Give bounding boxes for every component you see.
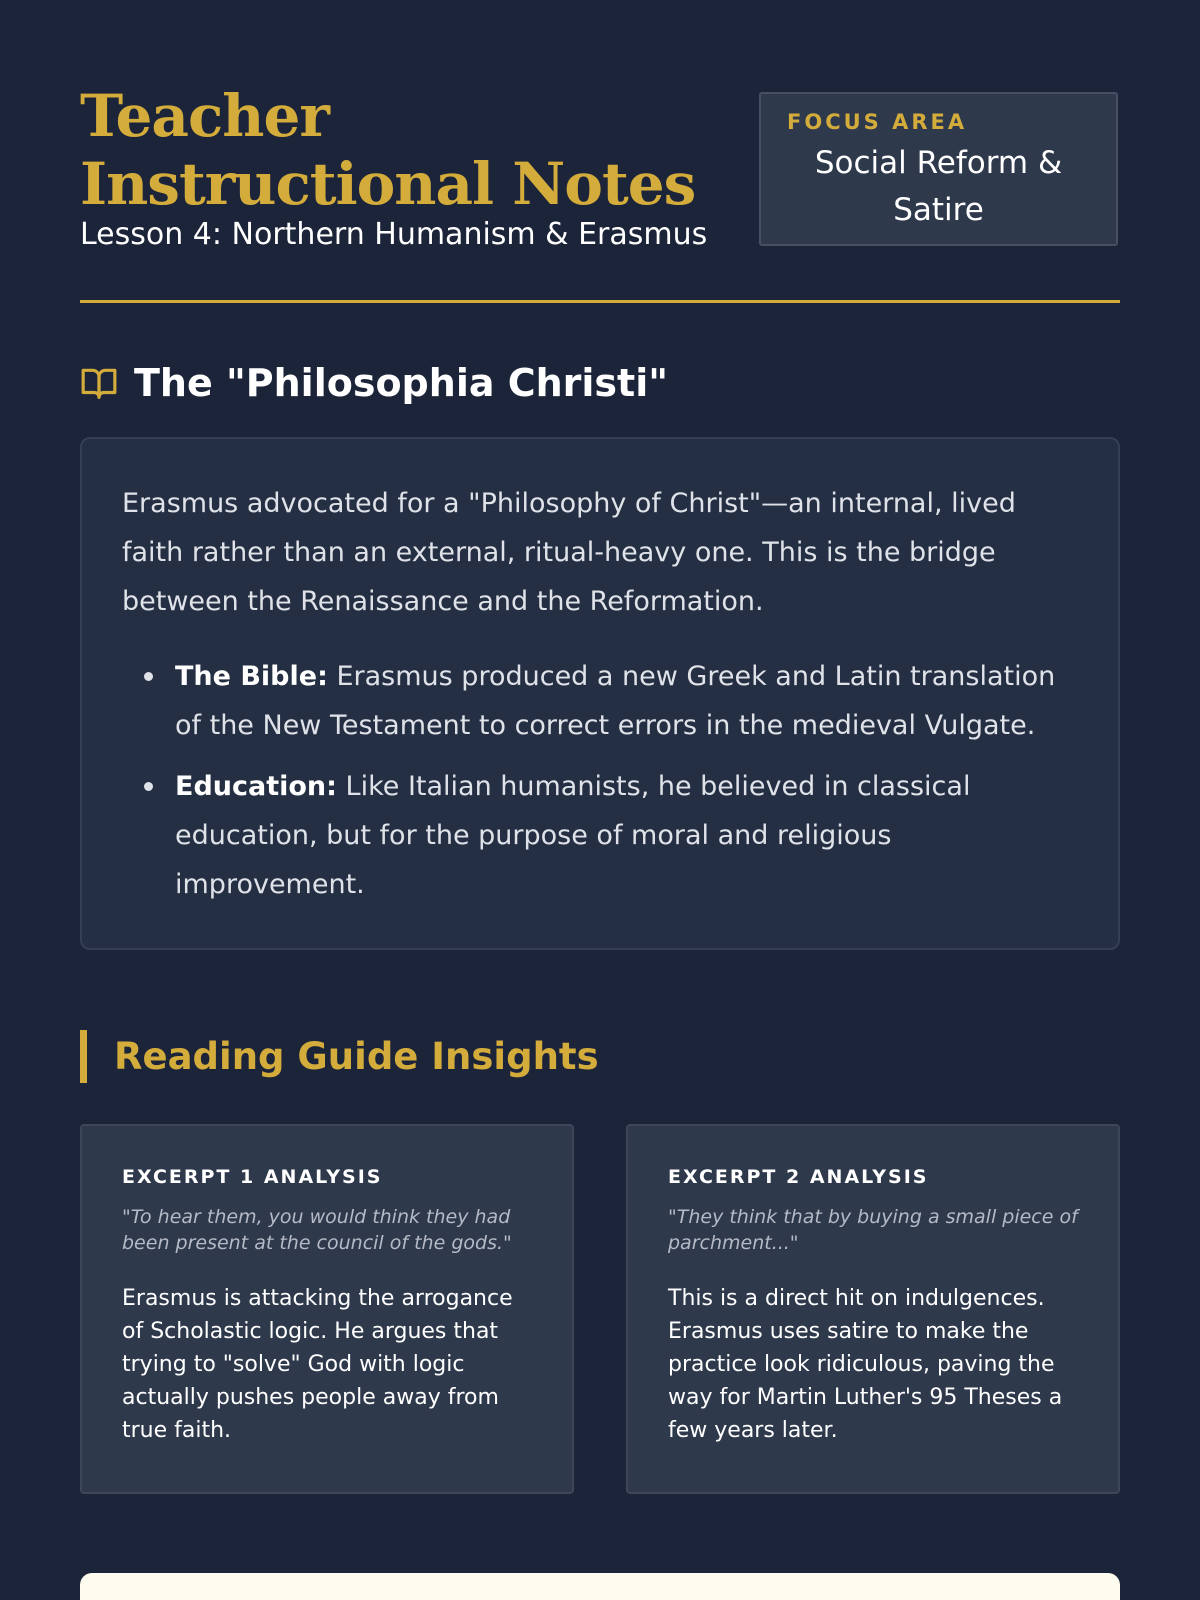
philosophia-section-heading: [80, 358, 668, 408]
focus-area-box: [759, 92, 1118, 246]
bullet-term: Education:: [175, 771, 337, 802]
reading-guide-heading: [80, 1030, 599, 1083]
book-icon: [80, 364, 118, 402]
bullet-text: Erasmus produced a new Greek and Latin translation of the New Testament to correct errors in the medieval Vulgate.: [175, 661, 1056, 741]
list-item: [175, 652, 1080, 750]
excerpt-2-label: EXCERPT 2 ANALYSIS: [668, 1166, 929, 1188]
excerpt-1-card: [80, 1124, 574, 1494]
heading-accent-bar: [80, 1030, 87, 1083]
focus-area-value: Social Reform & Satire: [814, 145, 1063, 228]
bottom-panel: [80, 1573, 1120, 1600]
philosophia-section-title: The "Philosophia Christi": [134, 361, 669, 405]
page-subtitle: Lesson 4: Northern Humanism & Erasmus: [80, 217, 708, 252]
philosophia-content-box: [80, 437, 1120, 950]
page-header: [80, 82, 1120, 252]
bullet-text: Like Italian humanists, he believed in classical education, but for the purpose of moral and religious improvement.: [175, 771, 971, 900]
bullet-term: The Bible:: [175, 661, 328, 692]
excerpt-1-label: EXCERPT 1 ANALYSIS: [122, 1166, 383, 1188]
excerpt-2-quote: "They think that by buying a small piece of parchment...": [668, 1206, 1078, 1254]
focus-area-label: FOCUS AREA: [787, 110, 968, 134]
philosophia-intro: Erasmus advocated for a "Philosophy of Christ"—an internal, lived faith rather than an external, ritual-heavy one. This is the bridge between the Renaissance and the Reformation.: [122, 488, 1016, 617]
list-item: [175, 762, 1080, 909]
excerpt-1-analysis: Erasmus is attacking the arrogance of Scholastic logic. He argues that trying to "solve" God with logic actually pushes people away from true faith.: [122, 1286, 513, 1443]
excerpt-1-quote: "To hear them, you would think they had been present at the council of the gods.": [122, 1206, 512, 1254]
excerpt-2-analysis: This is a direct hit on indulgences. Erasmus uses satire to make the practice look ridiculous, paving the way for Martin Luther's 95 Theses a few years later.: [668, 1286, 1063, 1443]
excerpt-2-card: [626, 1124, 1120, 1494]
header-divider: [80, 300, 1120, 303]
philosophia-bullet-list: [122, 652, 1080, 909]
page-title: Teacher Instructional Notes: [80, 82, 696, 218]
reading-guide-title: Reading Guide Insights: [114, 1035, 599, 1078]
